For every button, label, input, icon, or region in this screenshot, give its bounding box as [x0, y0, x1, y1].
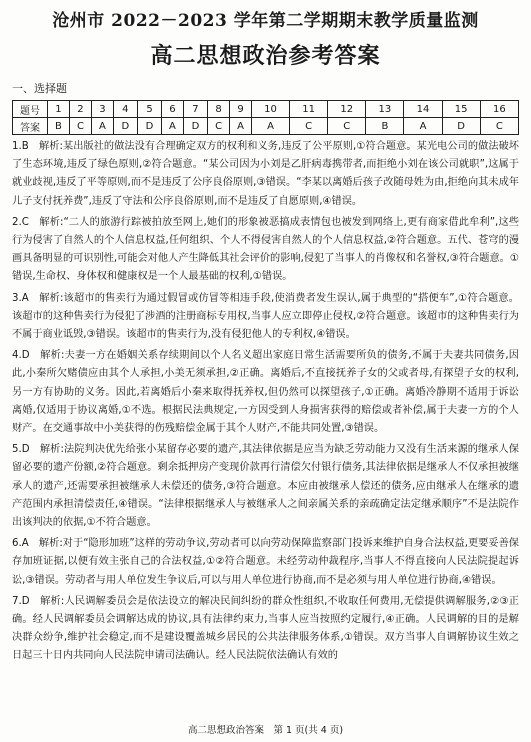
answer-cell: A [162, 118, 184, 135]
answer-cell: B [366, 118, 404, 135]
answer-cell: A [404, 118, 442, 135]
answer-cell: C [480, 118, 518, 135]
answer-cell: A [230, 118, 252, 135]
question-explanation: 4.D 解析:夫妻一方在婚姻关系存续期间以个人名义超出家庭日常生活需要所负的债务,不属于夫妻共同债务,因此,小秦所欠赌债应由其个人承担,小美无须承担,②正确。离婚后,不直接抚养子女的父或者母,有探望子女的权利,另一方有协助的义务。因此,若离婚后小秦来取得抚养权,但仍然可以探望孩子,①正确。离婚冷静期不适用于诉讼离婚,仅适用于协议离婚,①不选。根据民法典规定,一方因受到人身损害获得的赔偿或者补偿,属于夫妻一方的个人财产。在交通事故中小美获得的伤残赔偿金属于其个人财产,不能共同处置,③错误。 [12, 350, 519, 435]
answer-cell: A [251, 118, 289, 135]
exam-title: 沧州市 2022－2023 学年第二学期期末教学质量监测 [52, 11, 479, 31]
question-number: 5 [137, 101, 161, 118]
question-explanation: 3.A 解析:该超市的售卖行为通过假冒或仿冒等相违手段,使消费者发生误认,属于典型的“搭便车”,①符合题意。该超市的这种售卖行为侵犯了涉酒的注册商标专用权,当事人应立即停止侵权,②符合题意。该超市的这种售卖行为不属于商业诋毁,③错误。该超市的售卖行为,没有侵犯他人的专利权,④错误。 [12, 292, 519, 341]
question-number: 8 [208, 101, 230, 118]
answer-table [12, 100, 519, 135]
row-label-answer: 答案 [13, 118, 48, 135]
row-label-number: 题号 [13, 101, 48, 118]
question-number: 2 [69, 101, 91, 118]
answer-row [13, 118, 519, 135]
question-number-row [13, 101, 519, 118]
question-number: 10 [251, 101, 289, 118]
answer-cell: C [208, 118, 230, 135]
answer-cell: D [137, 118, 161, 135]
question-number: 13 [366, 101, 404, 118]
answer-cell: C [328, 118, 366, 135]
answer-cell: D [183, 118, 207, 135]
question-number: 16 [480, 101, 518, 118]
question-number: 6 [162, 101, 184, 118]
question-explanation: 2.C 解析:“二人的旅游行踪被拍放至网上,她们的形象被恶搞成表情包也被发到网络上,更有商家借此牟利”,这些行为侵害了自然人的个人信息权益,任何组织、个人不得侵害自然人的个人信息权益,②符合题意。五代、苍穹的漫画具备明显的可识别性,可能会对他人产生降低其社会评价的影响,侵犯了当事人的肖像权和名誉权,③符合题意。①错误,生命权、身体权和健康权是一个人最基础的权利,①错误。 [12, 216, 519, 283]
question-number: 7 [183, 101, 207, 118]
question-number: 11 [290, 101, 328, 118]
section-heading: 一、选择题 [12, 82, 67, 95]
question-number: 15 [442, 101, 480, 118]
answer-cell: D [113, 118, 137, 135]
question-explanation: 1.B 解析:某出版社的做法没有合理确定双方的权利和义务,违反了公平原则,①符合题意。某光电公司的做法破坏了生态环境,违反了绿色原则,②符合题意。“某公司因为小刘是乙肝病毒携带者,而拒绝小刘在该公司就职”,这属于就业歧视,违反了平等原则,而不是违反了公序良俗原则,③错误。“李某以离婚后孩子改随母姓为由,拒绝向其未成年儿子支付抚养费”,违反了守法和公序良俗原则,而不是违反了自愿原则,④错误。 [12, 141, 519, 207]
answer-cell: C [69, 118, 91, 135]
page-footer: 高二思想政治答案 第 1 页(共 4 页) [187, 725, 344, 736]
question-number: 14 [404, 101, 442, 118]
question-number: 4 [113, 101, 137, 118]
answer-cell: B [48, 118, 70, 135]
answer-cell: C [290, 118, 328, 135]
question-number: 3 [92, 101, 114, 118]
question-explanation: 5.D 解析:法院判决优先给张小某留存必要的遗产,其法律依据是应当为缺乏劳动能力又没有生活来源的继承人保留必要的遗产份额,②符合题意。剩余抵押房产变现价款再行清偿欠付银行债务,其法律依据是继承人不仅承担被继承人的遗产,还需要承担被继承人未偿还的债务,③符合题意。本应由被继承人偿还的债务,应由继承人在继承的遗产范围内承担清偿责任,④错误。“法律根据继承人与被继承人之间亲属关系的亲疏确定法定继承顺序”不是法院作出该判决的依据,①不符合题意。 [12, 444, 519, 529]
question-number: 9 [230, 101, 252, 118]
question-number: 1 [48, 101, 70, 118]
answer-cell: A [92, 118, 114, 135]
document-title: 高二思想政治参考答案 [150, 43, 381, 69]
question-explanation: 6.A 解析:对于“隐形加班”这样的劳动争议,劳动者可以向劳动保障监察部门投诉来维护自身合法权益,更要妥善保存加班证据,以便有效主张自己的合法权益,①②符合题意。未经劳动仲裁程序,当事人不得直接向人民法院提起诉讼,③错误。劳动者与用人单位发生争议后,可以与用人单位进行协商,而不是必须与用人单位进行协商,④错误。 [12, 538, 519, 586]
question-number: 12 [328, 101, 366, 118]
question-explanation: 7.D 解析:人民调解委员会是依法设立的解决民间纠纷的群众性组织,不收取任何费用,无偿提供调解服务,②③正确。经人民调解委员会调解达成的协议,具有法律约束力,当事人应当按照约定履行,④正确。人民调解的目的是解决群众纷争,维护社会稳定,而不是建设覆盖城乡居民的公共法律服务体系,①错误。双方当事人自调解协议生效之日起三十日内共同向人民法院申请司法确认。经人民法院依法确认有效的 [12, 595, 519, 662]
answer-cell: D [442, 118, 480, 135]
